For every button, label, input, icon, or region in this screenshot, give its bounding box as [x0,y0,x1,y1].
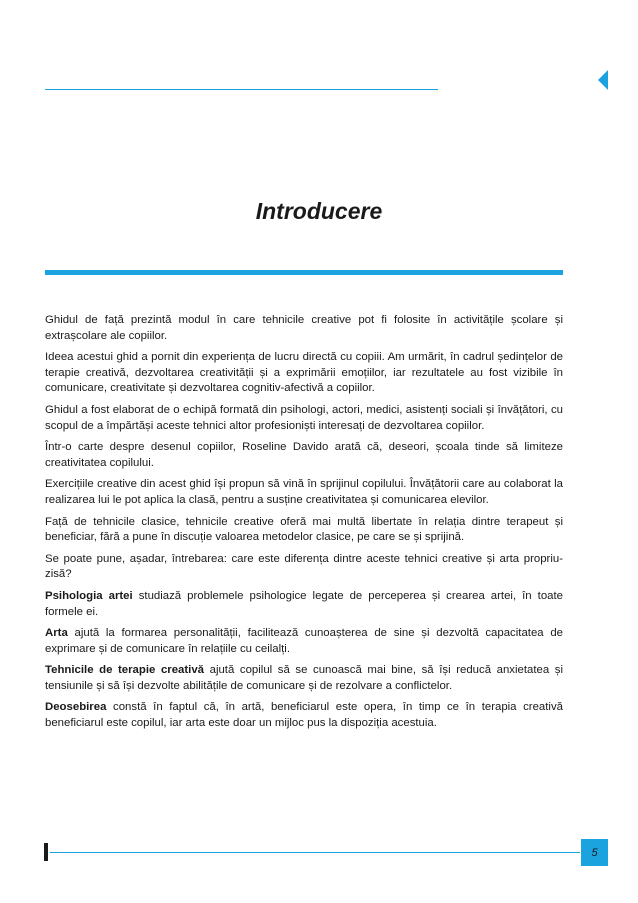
paragraph-text: Ghidul a fost elaborat de o echipă formată din psihologi, actori, medici, asistenți sociali și învățători, cu scopul de a împărtăși aceste tehnici altor profesioniști interesați de dezvoltarea copiilor. [45,403,563,432]
body-text [45,313,563,738]
paragraph-intro [45,313,563,344]
paragraph-text: ajută copilul să se cunoască mai bine, să își reducă anxietatea și tensiunile și să își dezvolte abilitățile de comunicare și de rezolvare a conflictelor. [45,664,563,692]
paragraph-text: constă în faptul că, în artă, beneficiarul este opera, în timp ce în terapia creativă beneficiarul este copilul, iar arta este doar un mijloc pus la dispoziția acestuia. [45,701,563,730]
paragraph-text: Ghidul de față prezintă modul în care tehnicile creative pot fi folosite în activitățile școlare și extrașcolare ale copiilor. [45,314,563,342]
term-label: Arta [45,627,68,640]
paragraph-psychology-of-art [45,589,563,620]
term-label: Deosebirea [45,701,107,714]
top-decorative-rule [45,89,438,90]
page-title: Introducere [255,198,383,224]
paragraph-experience [45,350,563,397]
paragraph-guide-purpose [45,403,563,434]
paragraph-therapy-techniques [45,663,563,694]
paragraph-question [45,552,563,583]
term-label: Psihologia artei [45,589,133,602]
paragraph-text: studiază problemele psihologice legate de perceperea și crearea artei, în toate formele ei. [45,589,564,618]
corner-triangle-icon [598,70,608,90]
paragraph-text: Într-o carte despre desenul copiilor, Roseline Davido arată că, deseori, școala tinde să limiteze creativitatea copilului. [45,441,563,469]
page-number: 5 [591,846,598,859]
footer-marker [44,843,48,861]
paragraph-text: Ideea acestui ghid a pornit din experiența de lucru directă cu copiii. Am urmărit, în cadrul ședințelor de terapie creativă, dezvoltarea creativității și a exprimării emoțiilor, iar rezultatele au fost vizibile în comunicare, creativitate și dezvoltarea cognitiv-afectivă a copiilor. [45,351,563,395]
paragraph-techniques [45,515,563,546]
paragraph-davido [45,440,563,471]
paragraph-text: ajută la formarea personalității, facilitează cunoașterea de sine și dezvoltă capacitatea de exprimare și de comunicare în relațiile cu ceilalți. [45,627,563,655]
page-number-badge [581,839,608,866]
paragraph-difference [45,700,563,731]
paragraph-art [45,626,563,657]
paragraph-text: Față de tehnicile clasice, tehnicile creative oferă mai multă libertate în relația dintre terapeut și beneficiar, fără a pune în discuție valoarea metodelor clasice, pe care se și sprijină. [45,515,563,544]
paragraph-text: Se poate pune, așadar, întrebarea: care este diferența dintre aceste tehnici creative și arta propriu-zisă? [45,552,563,581]
footer-rule [50,852,580,853]
term-label: Tehnicile de terapie creativă [45,664,205,677]
paragraph-exercises [45,477,563,508]
title-underline-rule [45,270,563,275]
paragraph-text: Exercițiile creative din acest ghid își propun să vină în sprijinul copilului. Învățătorii care au colaborat la realizarea lui le pot aplica la clasă, pentru a susține creativitatea și comunicarea elevilor. [45,478,563,506]
